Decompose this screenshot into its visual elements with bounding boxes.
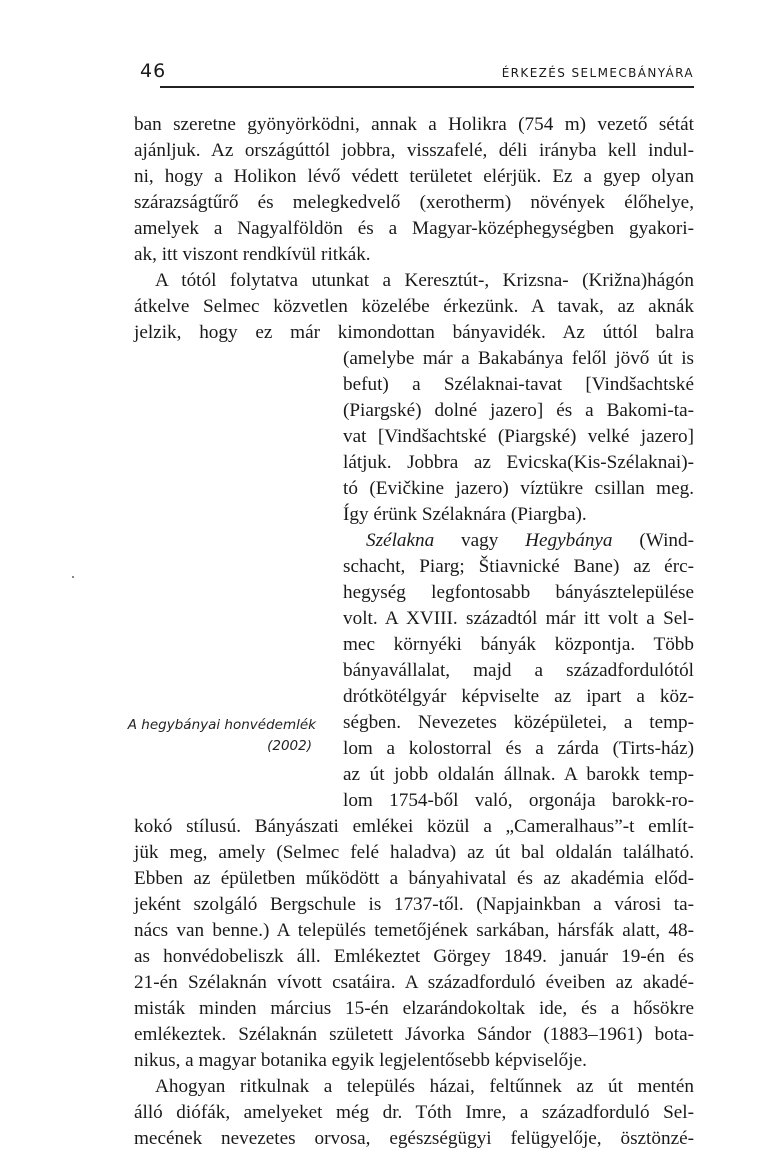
text-line: emlékeztek. Szélaknán született Jávorka Sándor (1883–1961) bota- (134, 1024, 694, 1045)
text-line: ajánljuk. Az országúttól jobbra, visszafelé, déli irányba kell indul- (134, 140, 694, 161)
text-line: drótkötélgyár képviselte az ipart a köz- (343, 686, 694, 707)
text-line: hegység legfontosabb bányásztelepülése (343, 582, 694, 603)
text-line: 21-én Szélaknán vívott csatáira. A századforduló éveiben az akadé- (134, 972, 694, 993)
text-line: ban szeretne gyönyörködni, annak a Holikra (754 m) vezető sétát (134, 114, 694, 135)
text-line: (amelybe már a Bakabánya felől jövő út is (343, 348, 694, 369)
conjunction: vagy (434, 530, 526, 551)
text-line: schacht, Piarg; Štiavnické Bane) az érc- (343, 556, 694, 577)
text-line: ségben. Nevezetes középületei, a temp- (343, 712, 694, 733)
text-line: as honvédobeliszk áll. Emlékeztet Görgey 1849. január 19-én és (134, 946, 694, 967)
text-line (366, 528, 694, 554)
text-line: nikus, a magyar botanika egyik legjelentősebb képviselője. (134, 1050, 587, 1071)
text-line: ni, hogy a Holikon lévő védett területet elérjük. Ez a gyep olyan (134, 166, 694, 187)
page-header (134, 58, 694, 90)
text-line: amelyek a Nagyalföldön és a Magyar-középhegységben gyakori- (134, 218, 694, 239)
text-line: szárazságtűrő és melegkedvelő (xerotherm) növények élőhelye, (134, 192, 694, 213)
text-line: volt. A XVIII. századtól már itt volt a Sel- (343, 608, 694, 629)
place-name-hegybanya: Hegybánya (525, 530, 613, 551)
text-line: misták minden március 15-én elzarándokoltak ide, és a hősökre (134, 998, 694, 1019)
text-line: látjuk. Jobbra az Evicska(Kis-Szélaknai)- (343, 452, 694, 473)
text-line: álló diófák, amelyeket még dr. Tóth Imre, a századforduló Sel- (134, 1102, 694, 1123)
text-line: ak, itt viszont rendkívül ritkák. (134, 244, 371, 265)
text-line: jeként szolgáló Bergschule is 1737-től. (Napjainkban a városi ta- (134, 894, 694, 915)
place-name-szelakna: Szélakna (366, 530, 435, 551)
text-line: az út jobb oldalán állnak. A barokk temp- (343, 764, 694, 785)
photo-caption-year: (2002) (267, 738, 312, 754)
text-line: jük meg, amely (Selmec felé haladva) az út bal oldalán található. (134, 842, 694, 863)
text-line: jelzik, hogy ez már kimondottan bányavidék. Az úttól balra (134, 322, 694, 343)
text-line: bányavállalat, majd a századfordulótól (343, 660, 694, 681)
text-line: Ebben az épületben működött a bányahivatal és az akadémia előd- (134, 868, 694, 889)
page-number: 46 (140, 60, 167, 82)
text-line: lom 1754-ből való, orgonája barokk-ro- (343, 790, 694, 811)
text-line: lom a kolostorral és a zárda (Tirts-ház) (343, 738, 694, 759)
text-line: mecének nevezetes orvosa, egészségügyi felügyelője, ösztönzé- (134, 1128, 694, 1149)
margin-speck (72, 576, 74, 578)
text-line: befut) a Szélaknai-tavat [Vindšachtské (343, 374, 694, 395)
photo-caption-title: A hegybányai honvédemlék (127, 717, 316, 733)
text-line: vat [Vindšachtské (Piargské) velké jazero] (343, 426, 694, 447)
text-line: kokó stílusú. Bányászati emlékei közül a „Cameralhaus”-t említ- (134, 816, 694, 837)
running-head: ÉRKEZÉS SELMECBÁNYÁRA (501, 66, 694, 80)
text-line: átkelve Selmec közvetlen közelébe érkezünk. A tavak, az aknák (134, 296, 694, 317)
text-line: nács van benne.) A település temetőjének sarkában, hársfák alatt, 48- (134, 920, 694, 941)
text-line: tó (Evičkine jazero) víztükre csillan meg. (343, 478, 694, 499)
text-line: Így érünk Szélaknára (Piargba). (343, 504, 587, 525)
text-line: Ahogyan ritkulnak a település házai, feltűnnek az út mentén (155, 1076, 694, 1097)
text-line: mec környéki bányák központja. Több (343, 634, 694, 655)
text-line: (Piargské) dolné jazero] és a Bakomi-ta- (343, 400, 694, 421)
header-rule (160, 86, 694, 88)
text-line: A tótól folytatva utunkat a Keresztút-, Krizsna- (Križna)hágón (155, 270, 694, 291)
text-fragment: (Wind- (612, 530, 694, 551)
